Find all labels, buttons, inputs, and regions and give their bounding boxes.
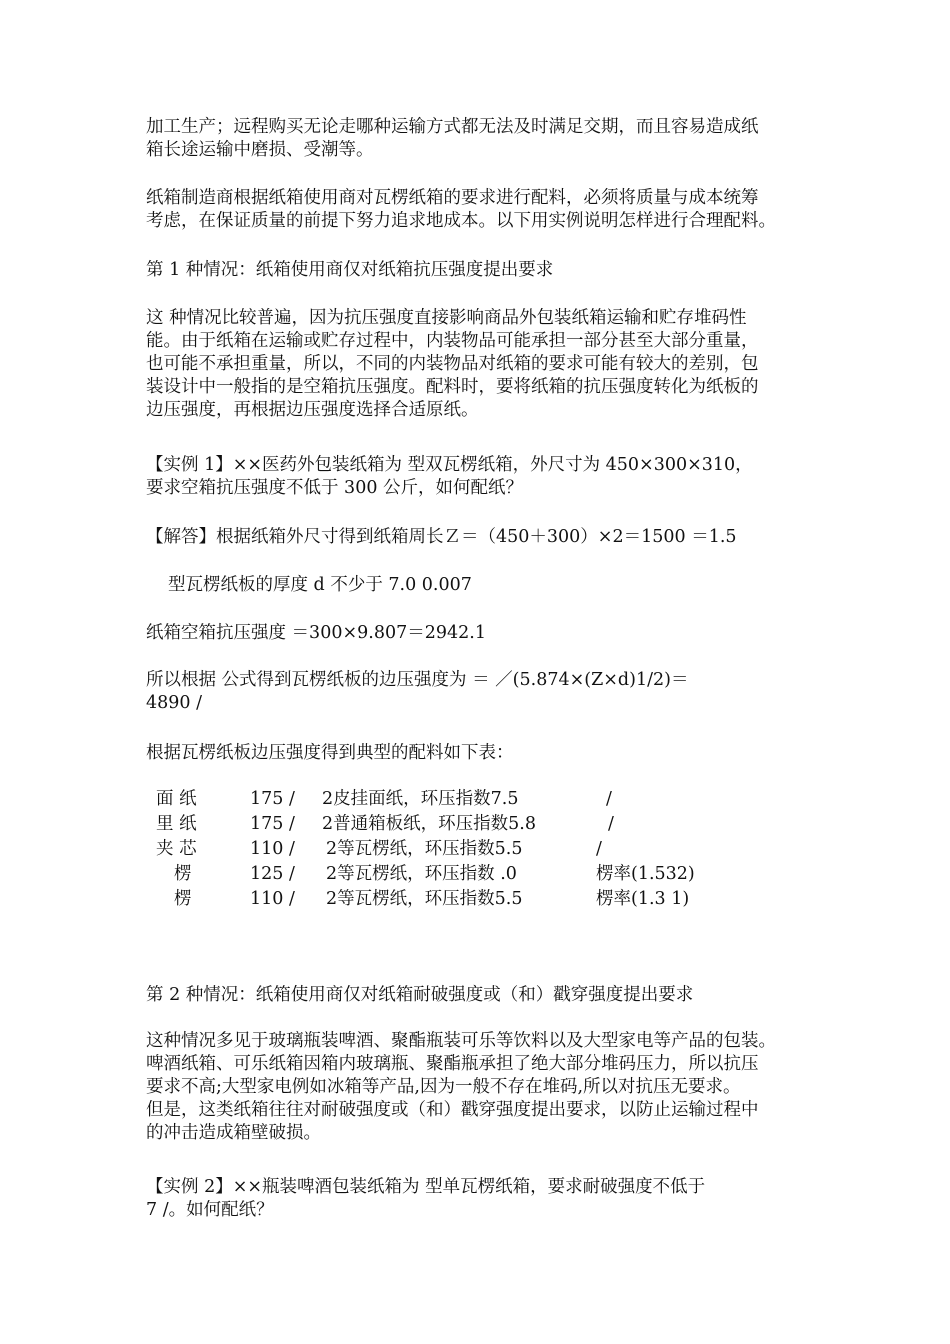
table-cell-gsm: 125 / bbox=[250, 864, 295, 884]
paragraph-manufacturer bbox=[146, 187, 846, 233]
table-cell-extra: / bbox=[606, 789, 612, 809]
text-line: 能。由于纸箱在运输或贮存过程中，内装物品可能承担一部分甚至大部分重量， bbox=[146, 331, 759, 351]
table-intro bbox=[146, 742, 846, 765]
text-line: 但是，这类纸箱往往对耐破强度或（和）戳穿强度提出要求，以防止运输过程中 bbox=[146, 1100, 759, 1120]
example-2 bbox=[146, 1176, 846, 1222]
heading-case-1 bbox=[146, 259, 846, 282]
table-cell-desc: 2等瓦楞纸，环压指数5.5 bbox=[326, 839, 523, 859]
text-line: 装设计中一般指的是空箱抗压强度。配料时，要将纸箱的抗压强度转化为纸板的 bbox=[146, 377, 759, 397]
table-cell-name: 里 纸 bbox=[156, 814, 197, 834]
formula-strength bbox=[146, 622, 846, 645]
table-cell-desc: 2普通箱板纸，环压指数5.8 bbox=[322, 814, 536, 834]
heading-case-2 bbox=[146, 984, 846, 1007]
table-cell-extra: 楞率(1.532) bbox=[596, 864, 695, 884]
text-line: 7 /。如何配纸？ bbox=[146, 1200, 274, 1220]
text-line: 这 种情况比较普遍，因为抗压强度直接影响商品外包装纸箱运输和贮存堆码性 bbox=[146, 308, 747, 328]
paragraph-intro bbox=[146, 116, 846, 162]
table-cell-name: 面 纸 bbox=[156, 789, 197, 809]
text-line: 边压强度，再根据边压强度选择合适原纸。 bbox=[146, 400, 479, 420]
formula-thickness bbox=[168, 574, 868, 597]
text-line: 【实例 2】××瓶装啤酒包装纸箱为 型单瓦楞纸箱，要求耐破强度不低于 bbox=[146, 1177, 706, 1197]
answer-1 bbox=[146, 526, 846, 549]
formula-edge-crush bbox=[146, 669, 846, 715]
text-line: 箱长途运输中磨损、受潮等。 bbox=[146, 140, 374, 160]
text-line: 4890 / bbox=[146, 693, 202, 713]
example-1 bbox=[146, 454, 846, 500]
text-line: 【解答】根据纸箱外尺寸得到纸箱周长Ｚ＝（450＋300）×2＝1500 ＝1.5 bbox=[146, 527, 737, 547]
text-line: 纸箱制造商根据纸箱使用商对瓦楞纸箱的要求进行配料，必须将质量与成本统筹 bbox=[146, 188, 759, 208]
table-cell-gsm: 175 / bbox=[250, 789, 295, 809]
table-cell-name: 楞 bbox=[174, 889, 192, 909]
text-line: 加工生产；远程购买无论走哪种运输方式都无法及时满足交期，而且容易造成纸 bbox=[146, 117, 759, 137]
heading-text: 第 1 种情况：纸箱使用商仅对纸箱抗压强度提出要求 bbox=[146, 260, 554, 280]
text-line: 这种情况多见于玻璃瓶装啤酒、聚酯瓶装可乐等饮料以及大型家电等产品的包装。 bbox=[146, 1031, 776, 1051]
table-cell-gsm: 110 / bbox=[250, 839, 295, 859]
paragraph-case-2 bbox=[146, 1030, 846, 1145]
heading-text: 第 2 种情况：纸箱使用商仅对纸箱耐破强度或（和）戳穿强度提出要求 bbox=[146, 985, 694, 1005]
table-cell-name: 楞 bbox=[174, 864, 192, 884]
table-cell-gsm: 175 / bbox=[250, 814, 295, 834]
table-cell-extra: 楞率(1.3 1) bbox=[596, 889, 690, 909]
text-line: 也可能不承担重量，所以，不同的内装物品对纸箱的要求可能有较大的差别，包 bbox=[146, 354, 759, 374]
table-cell-desc: 2等瓦楞纸，环压指数 .0 bbox=[326, 864, 517, 884]
text-line: 所以根据 公式得到瓦楞纸板的边压强度为 ＝ ／(5.874×(Z×d)1/2)＝ bbox=[146, 670, 689, 690]
table-cell-extra: / bbox=[608, 814, 614, 834]
text-line: 【实例 1】××医药外包装纸箱为 型双瓦楞纸箱，外尺寸为 450×300×310， bbox=[146, 455, 753, 475]
table-cell-desc: 2等瓦楞纸，环压指数5.5 bbox=[326, 889, 523, 909]
text-line: 根据瓦楞纸板边压强度得到典型的配料如下表： bbox=[146, 743, 514, 763]
text-line: 的冲击造成箱壁破损。 bbox=[146, 1123, 321, 1143]
table-cell-desc: 2皮挂面纸，环压指数7.5 bbox=[322, 789, 519, 809]
table-cell-name: 夹 芯 bbox=[156, 839, 197, 859]
text-line: 考虑，在保证质量的前提下努力追求地成本。以下用实例说明怎样进行合理配料。 bbox=[146, 211, 776, 231]
text-line: 要求不高;大型家电例如冰箱等产品,因为一般不存在堆码,所以对抗压无要求。 bbox=[146, 1077, 741, 1097]
paragraph-case-1 bbox=[146, 307, 846, 422]
table-cell-extra: / bbox=[596, 839, 602, 859]
table-cell-gsm: 110 / bbox=[250, 889, 295, 909]
text-line: 要求空箱抗压强度不低于 300 公斤，如何配纸？ bbox=[146, 478, 524, 498]
text-line: 型瓦楞纸板的厚度 d 不少于 7.0 0.007 bbox=[168, 575, 472, 595]
text-line: 啤酒纸箱、可乐纸箱因箱内玻璃瓶、聚酯瓶承担了绝大部分堆码压力，所以抗压 bbox=[146, 1054, 759, 1074]
text-line: 纸箱空箱抗压强度 ＝300×9.807＝2942.1 bbox=[146, 623, 486, 643]
